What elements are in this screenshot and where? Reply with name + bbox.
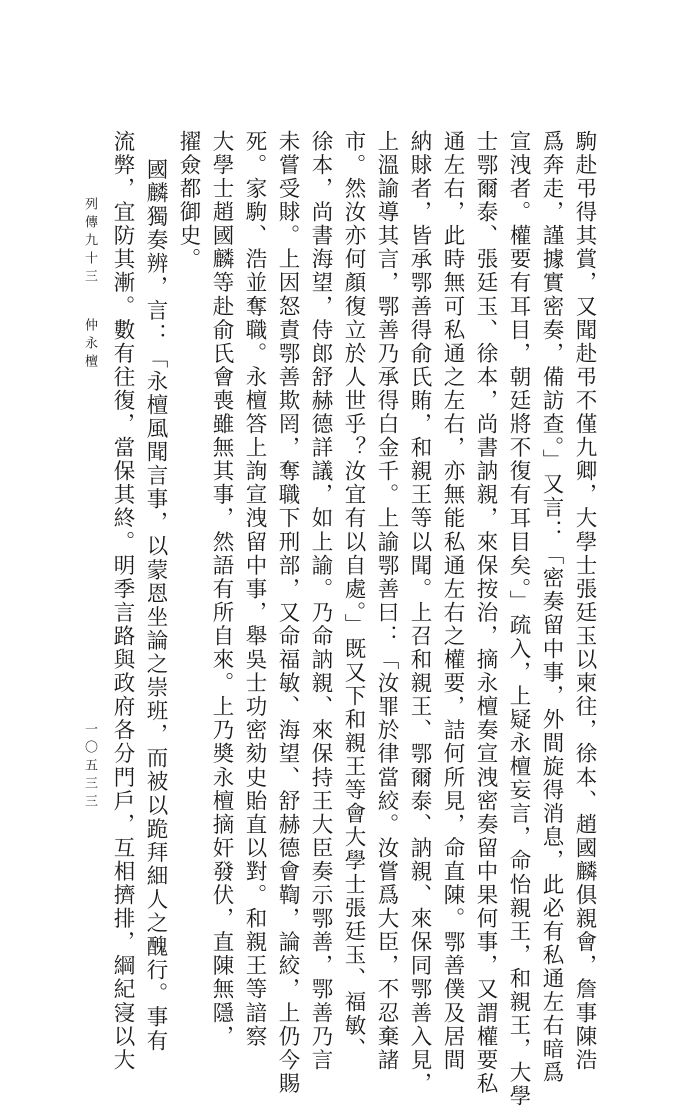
- text-column: 大學士趙國麟等赴俞氏會喪雖無其事，然語有所自來。上乃奬永檀摘奸發伏，直陳無隱，: [209, 130, 234, 1049]
- chapter-label: 列傳九十三: [82, 197, 97, 287]
- page-number: 一〇五三三: [82, 722, 97, 812]
- text-column: 流弊，宜防其漸。數有往復，當保其終。明季言路與政府各分門戶，互相擠排，綱紀寖以大: [110, 130, 135, 1072]
- text-column: 死。家駒、浩並奪職。永檀答上詢宣洩留中事，舉吳士功密劾史貽直以對。和親王等諳察: [242, 130, 267, 1049]
- text-column: 納賕者，皆承鄂善得俞氏賄，和親王等以聞。上召和親王、鄂爾泰、訥親、來保同鄂善入見，: [407, 130, 432, 1096]
- text-column: 爲奔走，謹據實密奏，備訪查。」又言：「密奏留中事，外間旋得消息，此必有私通左右暗爲: [539, 130, 564, 1085]
- text-column: 國麟獨奏辨，言：「永檀風聞言事，以蒙恩坐論之崇班，而被以跪拜細人之醜行。事有: [143, 158, 168, 1053]
- person-name-label: 仲永檀: [82, 318, 97, 372]
- text-column: 士鄂爾泰、張廷玉、徐本，尚書訥親，來保按治，摘永檀奏宣洩密奏留中果何事，又謂權要私: [473, 130, 498, 1096]
- text-column: 駒赴弔得其賞，又聞赴弔不僅九卿，大學士張廷玉以柬往，徐本、趙國麟俱親會，詹事陳浩: [572, 130, 597, 1072]
- text-column: 擢僉都御史。: [176, 130, 201, 272]
- text-column: 上溫諭導其言，鄂善乃承得白金千。上諭鄂善曰：「汝罪於律當絞。汝嘗爲大臣，不忍棄諸: [374, 130, 399, 1072]
- text-column: 通左右，此時無可私通之左右，亦無能私通左右之權要，詰何所見，命直陳。鄂善僕及居間: [440, 130, 465, 1072]
- text-column: 宣洩者。權要有耳目，朝廷將不復有耳目矣。」疏入，上疑永檀妄言，命怡親王，和親王，大學: [506, 130, 531, 1108]
- text-column: 未嘗受賕。上因怒責鄂善欺罔，奪職下刑部，又命福敏、海望、舒赫德會鞫，論絞，上仍今賜: [275, 130, 300, 1096]
- text-column: 徐本，尚書海望，侍郎舒赫德詳議，如上諭。乃命訥親、來保持王大臣奏示鄂善，鄂善乃言: [308, 130, 333, 1072]
- text-column: 市。然汝亦何顏復立於人世乎？汝宜有以自處。」既又下和親王等會大學士張廷玉、福敏、: [341, 130, 366, 1062]
